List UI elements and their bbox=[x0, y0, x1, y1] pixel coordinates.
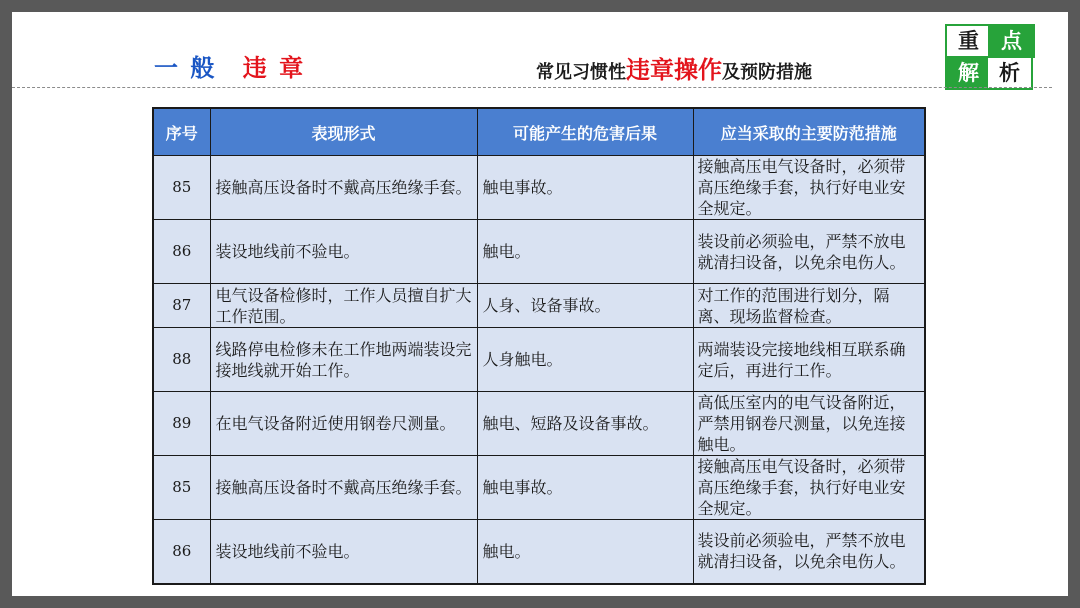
section-title bbox=[154, 48, 305, 83]
row-measure: 接触高压电气设备时，必须带高压绝缘手套，执行好电业安全规定。 bbox=[693, 456, 925, 520]
row-measure: 装设前必须验电，严禁不放电就清扫设备，以免余电伤人。 bbox=[693, 220, 925, 284]
table-row bbox=[153, 520, 925, 584]
row-number: 85 bbox=[153, 156, 210, 220]
row-measure: 装设前必须验电，严禁不放电就清扫设备，以免余电伤人。 bbox=[693, 520, 925, 584]
row-measure: 高低压室内的电气设备附近，严禁用钢卷尺测量，以免连接触电。 bbox=[693, 392, 925, 456]
row-form: 电气设备检修时，工作人员擅自扩大工作范围。 bbox=[210, 284, 477, 328]
subtitle bbox=[536, 50, 812, 85]
table-header-row bbox=[153, 108, 925, 156]
row-form: 装设地线前不验电。 bbox=[210, 520, 477, 584]
col-header-measure: 应当采取的主要防范措施 bbox=[693, 108, 925, 156]
badge-char-1: 重 bbox=[945, 24, 990, 58]
header-divider bbox=[12, 87, 1052, 88]
row-number: 86 bbox=[153, 520, 210, 584]
table-row bbox=[153, 392, 925, 456]
subtitle-emphasis: 违章操作 bbox=[626, 56, 722, 84]
row-form: 接触高压设备时不戴高压绝缘手套。 bbox=[210, 156, 477, 220]
subtitle-suffix: 及预防措施 bbox=[722, 62, 812, 83]
row-form: 在电气设备附近使用钢卷尺测量。 bbox=[210, 392, 477, 456]
col-header-number: 序号 bbox=[153, 108, 210, 156]
row-form: 线路停电检修未在工作地两端装设完接地线就开始工作。 bbox=[210, 328, 477, 392]
subtitle-prefix: 常见习惯性 bbox=[536, 62, 626, 83]
row-measure: 两端装设完接地线相互联系确定后，再进行工作。 bbox=[693, 328, 925, 392]
table-row bbox=[153, 156, 925, 220]
section-title-part1: 一 般 bbox=[154, 54, 217, 82]
row-number: 85 bbox=[153, 456, 210, 520]
violation-measures-table bbox=[152, 107, 926, 585]
section-title-part2: 违 章 bbox=[242, 54, 306, 82]
key-analysis-badge bbox=[945, 24, 1033, 88]
badge-char-4: 析 bbox=[988, 56, 1033, 90]
row-harm: 触电、短路及设备事故。 bbox=[477, 392, 693, 456]
row-measure: 对工作的范围进行划分，隔离、现场监督检查。 bbox=[693, 284, 925, 328]
row-measure: 接触高压电气设备时，必须带高压绝缘手套，执行好电业安全规定。 bbox=[693, 156, 925, 220]
table-row bbox=[153, 328, 925, 392]
row-harm: 触电事故。 bbox=[477, 456, 693, 520]
row-form: 装设地线前不验电。 bbox=[210, 220, 477, 284]
row-harm: 人身、设备事故。 bbox=[477, 284, 693, 328]
badge-char-3: 解 bbox=[945, 56, 992, 90]
row-number: 86 bbox=[153, 220, 210, 284]
badge-char-2: 点 bbox=[988, 24, 1035, 58]
row-number: 88 bbox=[153, 328, 210, 392]
col-header-harm: 可能产生的危害后果 bbox=[477, 108, 693, 156]
table-row bbox=[153, 284, 925, 328]
col-header-form: 表现形式 bbox=[210, 108, 477, 156]
row-harm: 人身触电。 bbox=[477, 328, 693, 392]
row-form: 接触高压设备时不戴高压绝缘手套。 bbox=[210, 456, 477, 520]
row-harm: 触电。 bbox=[477, 220, 693, 284]
table-row bbox=[153, 456, 925, 520]
row-number: 87 bbox=[153, 284, 210, 328]
row-harm: 触电。 bbox=[477, 520, 693, 584]
row-number: 89 bbox=[153, 392, 210, 456]
row-harm: 触电事故。 bbox=[477, 156, 693, 220]
table-row bbox=[153, 220, 925, 284]
